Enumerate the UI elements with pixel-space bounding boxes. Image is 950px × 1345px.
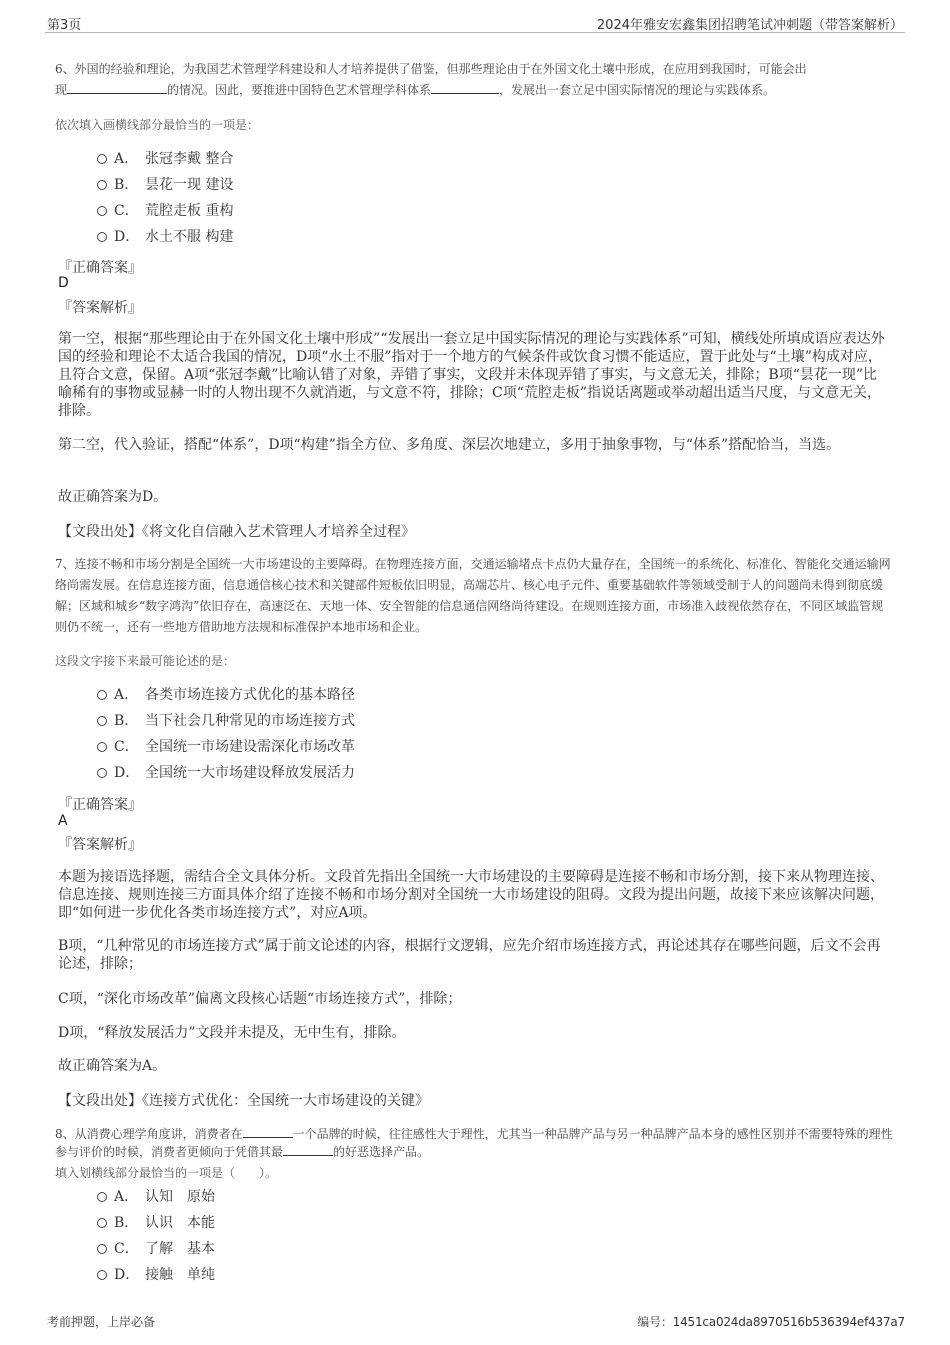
radio-icon[interactable] <box>97 232 107 242</box>
question-6-text: 6、外国的经验和理论，为我国艺术管理学科建设和人才培养提供了借鉴，但那些理论由于在外国文化土壤中形成，在应用到我国时，可能会出 现 的情况。因此，要推进中国特色艺术管理学科体系 ，发展出一套立足中国实际情况的理论与实践体系。 <box>55 62 807 97</box>
blank-1 <box>67 81 167 94</box>
analysis-label: 『答案解析』 <box>58 837 142 853</box>
radio-icon[interactable] <box>97 1244 107 1254</box>
correct-answer-label: 『正确答案』 <box>58 260 142 276</box>
analysis-paragraph: D项，“释放发展活力”文段并未提及，无中生有，排除。 <box>58 1025 406 1041</box>
blank-2 <box>283 1143 333 1156</box>
radio-icon[interactable] <box>97 1192 107 1202</box>
radio-icon[interactable] <box>97 690 107 700</box>
document-title: 2024年雅安宏鑫集团招聘笔试冲刺题（带答案解析） <box>596 18 903 33</box>
source-citation: 【文段出处】《将文化自信融入艺术管理人才培养全过程》 <box>58 524 415 540</box>
source-citation: 【文段出处】《连接方式优化：全国统一大市场建设的关键》 <box>58 1093 429 1109</box>
radio-icon[interactable] <box>97 180 107 190</box>
correct-answer: A <box>58 813 68 829</box>
radio-icon[interactable] <box>97 206 107 216</box>
page-header <box>45 14 905 33</box>
analysis-paragraph: 故正确答案为D。 <box>58 489 168 505</box>
analysis-label: 『答案解析』 <box>58 300 142 316</box>
document-id: 编号：1451ca024da8970516b536394ef437a7 <box>637 1315 905 1329</box>
question-8-text: 8、从消费心理学角度讲，消费者在 一个品牌的时候，往往感性大于理性，尤其当一种品牌产品与另一种品牌产品本身的感性区别并不需要特殊的理性参与评价的时候，消费者更倾向于凭借其最 的好恶选择产品。 <box>55 1127 893 1159</box>
footer-slogan: 考前押题，上岸必备 <box>47 1315 156 1329</box>
radio-icon[interactable] <box>97 1218 107 1228</box>
analysis-paragraph: 故正确答案为A。 <box>58 1058 167 1074</box>
radio-icon[interactable] <box>97 1270 107 1280</box>
analysis-paragraph: 第一空，根据“那些理论由于在外国文化土壤中形成”“发展出一套立足中国实际情况的理论与实践体系”可知，横线处所填成语应表达外国的经验和理论不太适合我国的情况，D项“水土不服”指对于一个地方的气候条件或饮食习惯不能适应，置于此处与“土壤”构成对应，且符合文意，保留。A项“张冠李戴”比喻认错了对象，弄错了事实，文段并未体现弄错了事实，与文意无关，排除；B项“昙花一现”比喻稀有的事物或显赫一时的人物出现不久就消逝，与文意不符，排除；C项“荒腔走板”指说话离题或举动超出适当尺度，与文意无关，排除。 <box>58 331 885 419</box>
analysis-paragraph: 第二空，代入验证，搭配“体系”，D项“构建”指全方位、多角度、深层次地建立，多用于抽象事物，与“体系”搭配恰当，当选。 <box>58 437 841 453</box>
radio-icon[interactable] <box>97 716 107 726</box>
radio-icon[interactable] <box>97 768 107 778</box>
question-7-text: 7、连接不畅和市场分割是全国统一大市场建设的主要障碍。在物理连接方面，交通运输堵点卡点仍大量存在，全国统一的系统化、标准化、智能化交通运输网络尚需发展。在信息连接方面，信息通信核心技术和关键部件短板依旧明显，高端芯片、核心电子元件、重要基础软件等领域受制于人的问题尚未得到彻底缓解；区域和城乡“数字鸿沟”依旧存在，高速泛在、天地一体、安全智能的信息通信网络尚待建设。在规则连接方面，市场准入歧视依然存在，不同区域监管规则仍不统一，还有一些地方借助地方法规和标准保护本地市场和企业。 <box>55 557 891 634</box>
page-number: 第3页 <box>47 18 82 33</box>
question-6-prompt: 依次填入画横线部分最恰当的一项是： <box>55 118 260 132</box>
analysis-paragraph: C项，“深化市场改革”偏离文段核心话题“市场连接方式”，排除； <box>58 991 462 1007</box>
radio-icon[interactable] <box>97 742 107 752</box>
blank-2 <box>431 81 499 94</box>
correct-answer: D <box>58 275 69 291</box>
page-footer <box>45 1313 905 1331</box>
correct-answer-label: 『正确答案』 <box>58 797 142 813</box>
analysis-paragraph: 本题为接语选择题，需结合全文具体分析。文段首先指出全国统一大市场建设的主要障碍是连接不畅和市场分割，接下来从物理连接、信息连接、规则连接三方面具体介绍了连接不畅和市场分割对全国统一大市场建设的阻碍。文段为提出问题，故接下来应该解决问题，即“如何进一步优化各类市场连接方式”，对应A项。 <box>58 869 884 921</box>
question-7-prompt: 这段文字接下来最可能论述的是： <box>55 654 236 668</box>
blank-1 <box>243 1125 293 1138</box>
question-8-prompt: 填入划横线部分最恰当的一项是（ ）。 <box>55 1166 278 1180</box>
analysis-paragraph: B项，“几种常见的市场连接方式”属于前文论述的内容，根据行文逻辑，应先介绍市场连接方式，再论述其存在哪些问题，后文不会再论述，排除； <box>58 938 881 972</box>
radio-icon[interactable] <box>97 154 107 164</box>
